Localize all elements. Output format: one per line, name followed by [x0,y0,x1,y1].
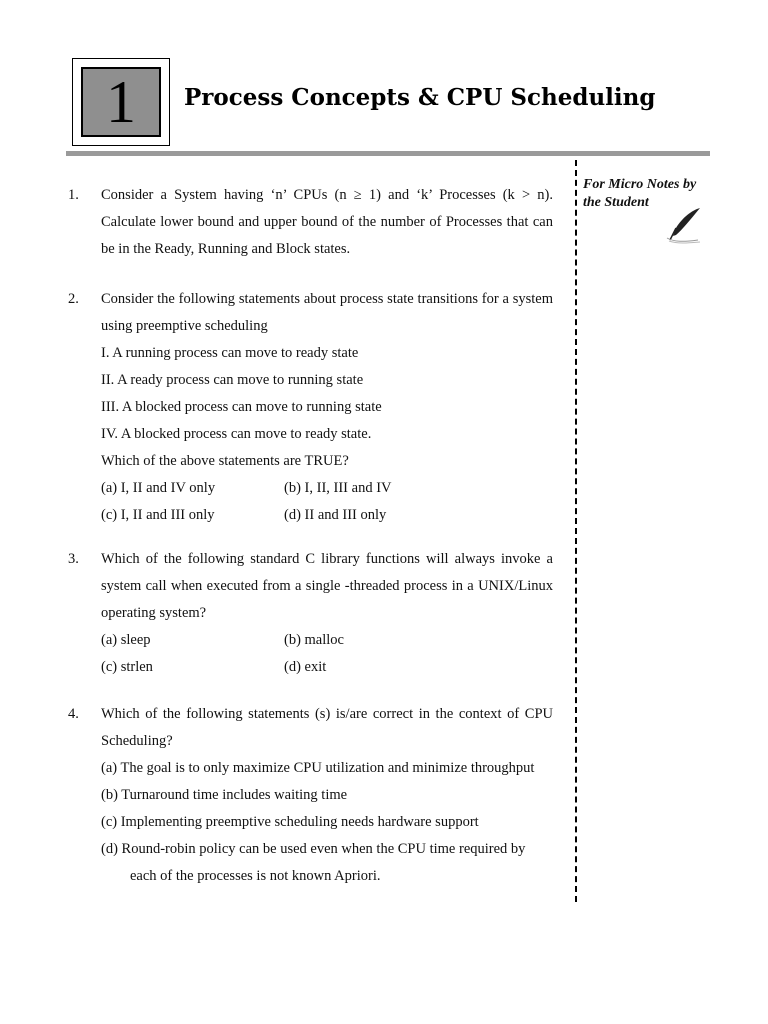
statement-item: III. A blocked process can move to running state [101,399,382,415]
question-number: 3. [68,551,79,567]
choice-c: (c) Implementing preemptive scheduling needs hardware support [101,814,479,830]
option-a: (a) sleep [101,632,151,648]
question-prompt: Which of the above statements are TRUE? [101,453,349,469]
question-1 [68,182,553,263]
option-d: (d) II and III only [284,507,387,523]
choice-b: (b) Turnaround time includes waiting time [101,787,348,803]
chapter-number-panel [81,67,161,137]
option-b: (b) I, II, III and IV [284,480,392,496]
choice-a: (a) The goal is to only maximize CPU utilization and minimize throughput [101,760,535,776]
choice-d-continuation: each of the processes is not known Apriori. [130,868,381,884]
chapter-number-box [72,58,170,146]
option-c: (c) I, II and III only [101,507,215,523]
micro-notes-label: For Micro Notes by the Student [583,177,697,210]
question-text: Which of the following standard C library functions will always invoke a system call when executed from a single -threaded process in a UNIX/Linux operating system? [101,551,553,621]
question-3 [68,546,553,681]
option-a: (a) I, II and IV only [101,480,216,496]
answer-options [101,475,553,529]
option-c: (c) strlen [101,659,153,675]
question-2 [68,286,553,529]
question-text: Consider the following statements about process state transitions for a system using preemptive scheduling [101,291,553,334]
statement-item: IV. A blocked process can move to ready state. [101,426,372,442]
question-4 [68,701,553,890]
statement-item: II. A ready process can move to running state [101,372,364,388]
header-rule [66,151,710,156]
choice-d: (d) Round-robin policy can be used even when the CPU time required by [101,841,526,857]
option-d: (d) exit [284,659,327,675]
statement-item: I. A running process can move to ready state [101,345,359,361]
margin-divider [575,160,577,902]
question-number: 1. [68,187,79,203]
answer-options [101,627,553,681]
chapter-number: 1 [106,69,136,135]
question-text: Which of the following statements (s) is/are correct in the context of CPU Scheduling? [101,706,553,749]
option-b: (b) malloc [284,632,344,648]
quill-pen-icon [664,206,704,244]
question-number: 2. [68,291,79,307]
question-text: Consider a System having ‘n’ CPUs (n ≥ 1) and ‘k’ Processes (k > n). Calculate lower bound and upper bound of the number of Processes that can be in the Ready, Running and Block states. [101,187,553,257]
question-number: 4. [68,706,79,722]
chapter-title: Process Concepts & CPU Scheduling [184,84,656,111]
